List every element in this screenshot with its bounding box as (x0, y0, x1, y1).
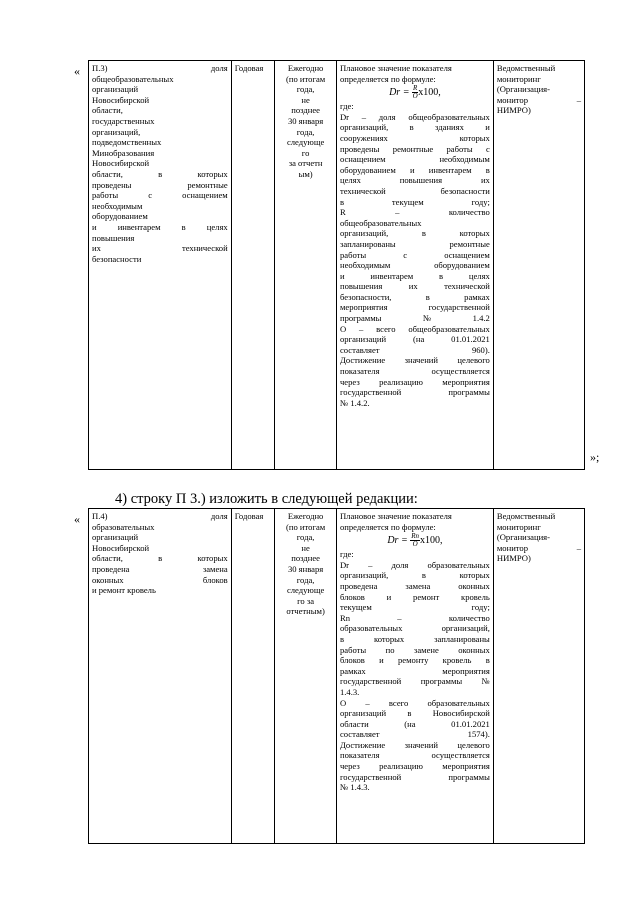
indicator-cell (89, 61, 232, 470)
frequency-line: не (301, 542, 310, 553)
indicator-line: проведена замена (92, 563, 228, 574)
period-text: Годовая (234, 63, 264, 73)
method-intro-line: определяется по формуле: (339, 73, 436, 84)
table-row (89, 509, 585, 844)
method-line: Достижение значений целевого (339, 355, 490, 366)
indicator-line: организаций (92, 532, 139, 543)
method-line: области (на 01.01.2021 (339, 718, 490, 729)
method-line: где: (339, 101, 354, 112)
monitoring-cell (493, 61, 584, 470)
method-line: текущем году; (339, 602, 490, 613)
frequency-line: Ежегодно (287, 511, 324, 521)
method-intro-line: Плановое значение показателя (339, 63, 452, 73)
method-line: образовательных организаций, (339, 623, 490, 634)
formula-lhs: Dr (389, 86, 401, 98)
indicator-line: общеобразовательных (92, 73, 174, 84)
frequency-cell (275, 509, 337, 844)
method-line: проведена замена оконных (339, 580, 490, 591)
method-line: в которых запланированы (339, 633, 490, 644)
formula-denominator: O (412, 92, 418, 101)
period-text: Годовая (234, 511, 264, 521)
method-line: Dr – доля общеобразовательных (339, 111, 490, 122)
indicator-line: Новосибирской (92, 158, 150, 169)
indicator-line: области, в которых (92, 168, 228, 179)
indicator-line: П.3) доля (92, 63, 228, 73)
indicator-line: области, (92, 105, 123, 116)
close-quote-1: »; (590, 450, 600, 464)
indicator-line: оконных блоков (92, 574, 228, 585)
method-line: № 1.4.2. (339, 397, 370, 408)
indicator-line: организаций, (92, 126, 141, 137)
formula-rhs: x100, (419, 534, 443, 546)
frequency-line: Ежегодно (287, 63, 324, 73)
formula-numerator: Rn (411, 532, 419, 541)
indicator-cell (89, 509, 232, 844)
indicator-line: Минобразования (92, 147, 155, 158)
indicator-line: Новосибирской (92, 542, 150, 553)
method-line: работы по замене оконных (339, 644, 490, 655)
method-line: Rn – количество (339, 612, 490, 623)
formula: Dr = $\frac{Rn}{O}$ x100, (387, 532, 443, 549)
method-intro-line: Плановое значение показателя (339, 511, 452, 521)
period-cell (231, 509, 275, 844)
frequency-line: го (301, 147, 310, 158)
formula-numerator: R (412, 84, 418, 93)
method-line: технической безопасности (339, 185, 490, 196)
method-line: государственной программы № (339, 676, 490, 687)
frequency-line: не (301, 94, 310, 105)
method-line: и инвентарем в целях (339, 270, 490, 281)
method-line: O – всего образовательных (339, 697, 490, 708)
frequency-line: года, (296, 126, 315, 137)
method-line: оснащением необходимым (339, 154, 490, 165)
indicator-line: работы с оснащением (92, 190, 228, 201)
method-intro-line: определяется по формуле: (339, 521, 436, 532)
monitoring-line: (Организация- (496, 84, 550, 95)
indicator-line: и инвентарем в целях (92, 221, 228, 232)
method-line: безопасности, в рамках (339, 291, 490, 302)
open-quote-1: « (74, 64, 80, 78)
method-line: организаций, в зданиях и (339, 122, 490, 133)
indicator-line: области, в которых (92, 553, 228, 564)
frequency-line: года, (296, 574, 315, 585)
method-cell (336, 61, 493, 470)
method-line: государственной программы (339, 387, 490, 398)
method-line: оборудованием и инвентарем в (339, 164, 490, 175)
method-line: программы № 1.4.2 (339, 313, 490, 324)
indicator-line: повышения (92, 232, 135, 243)
method-line: организаций, в которых (339, 570, 490, 581)
frequency-line: года, (296, 84, 315, 95)
indicator-line: государственных (92, 115, 155, 126)
method-line: общеобразовательных (339, 217, 422, 228)
table-row (89, 61, 585, 470)
indicator-line: оборудованием (92, 211, 148, 222)
method-line: организаций (на 01.01.2021 (339, 334, 490, 345)
method-line: где: (339, 549, 354, 560)
indicator-line: подведомственных (92, 137, 162, 148)
indicator-line: Новосибирской (92, 94, 150, 105)
indicator-table-1 (88, 60, 585, 470)
method-line: показателя осуществляется (339, 750, 490, 761)
method-line: организаций в Новосибирской (339, 708, 490, 719)
monitoring-line: монитор – (496, 94, 581, 105)
method-line: целях повышения их (339, 175, 490, 186)
method-line: через реализацию мероприятия (339, 761, 490, 772)
monitoring-line: монитор – (496, 542, 581, 553)
frequency-line: следующе (286, 137, 325, 148)
method-line: в текущем году; (339, 196, 490, 207)
method-line: организаций, в которых (339, 228, 490, 239)
indicator-line: и ремонт кровель (92, 585, 156, 596)
method-line: составляет 960). (339, 344, 490, 355)
method-line: Достижение значений целевого (339, 739, 490, 750)
frequency-cell (275, 61, 337, 470)
section-heading: 4) строку П 3.) изложить в следующей редакции: (115, 491, 418, 507)
frequency-line: следующе (286, 585, 325, 596)
monitoring-line: НИМРО) (496, 553, 531, 564)
method-line: повышения их технической (339, 281, 490, 292)
indicator-table-2 (88, 508, 585, 844)
method-line: R – количество (339, 207, 490, 218)
indicator-line: П.4) доля (92, 511, 228, 521)
formula: Dr = $\frac{R}{O}$ x100, (389, 84, 441, 101)
indicator-line: безопасности (92, 253, 142, 264)
formula-lhs: Dr (387, 534, 399, 546)
indicator-line: организаций (92, 84, 139, 95)
method-line: показателя осуществляется (339, 366, 490, 377)
frequency-line: ым) (298, 168, 313, 179)
frequency-line: го за (297, 595, 315, 606)
method-line: блоков и ремонт кровель (339, 591, 490, 602)
frequency-line: (по итогам (285, 521, 326, 532)
period-cell (231, 61, 275, 470)
method-line: государственной программы (339, 771, 490, 782)
method-line: блоков и ремонту кровель в (339, 655, 490, 666)
method-line: запланированы ремонтные (339, 238, 490, 249)
monitoring-line: Ведомственный (496, 63, 556, 73)
method-line: № 1.4.3. (339, 782, 370, 793)
open-quote-2: « (74, 512, 80, 526)
frequency-line: 30 января (287, 563, 324, 574)
indicator-line: их технической (92, 243, 228, 254)
method-line: необходимым оборудованием (339, 260, 490, 271)
method-line: проведены ремонтные работы с (339, 143, 490, 154)
monitoring-line: мониторинг (496, 73, 541, 84)
frequency-line: за отчетн (288, 158, 323, 169)
indicator-line: проведены ремонтные (92, 179, 228, 190)
frequency-line: года, (296, 532, 315, 543)
method-cell (336, 509, 493, 844)
method-line: составляет 1574). (339, 729, 490, 740)
indicator-line: образовательных (92, 521, 155, 532)
method-line: сооружениях которых (339, 132, 490, 143)
monitoring-cell (493, 509, 584, 844)
method-line: через реализацию мероприятия (339, 376, 490, 387)
method-line: Dr – доля образовательных (339, 559, 490, 570)
method-line: рамках мероприятия (339, 665, 490, 676)
formula-rhs: x100, (418, 86, 441, 98)
method-line: мероприятия государственной (339, 302, 490, 313)
frequency-line: позднее (291, 105, 320, 116)
frequency-line: отчетным) (286, 606, 325, 617)
monitoring-line: мониторинг (496, 521, 541, 532)
method-line: 1.4.3. (339, 686, 360, 697)
frequency-line: 30 января (287, 115, 324, 126)
indicator-line: необходимым (92, 200, 143, 211)
frequency-line: позднее (291, 553, 320, 564)
method-line: работы с оснащением (339, 249, 490, 260)
monitoring-line: (Организация- (496, 532, 550, 543)
frequency-line: (по итогам (285, 73, 326, 84)
monitoring-line: НИМРО) (496, 105, 531, 116)
monitoring-line: Ведомственный (496, 511, 556, 521)
formula-denominator: O (412, 540, 418, 549)
method-line: O – всего общеобразовательных (339, 323, 490, 334)
